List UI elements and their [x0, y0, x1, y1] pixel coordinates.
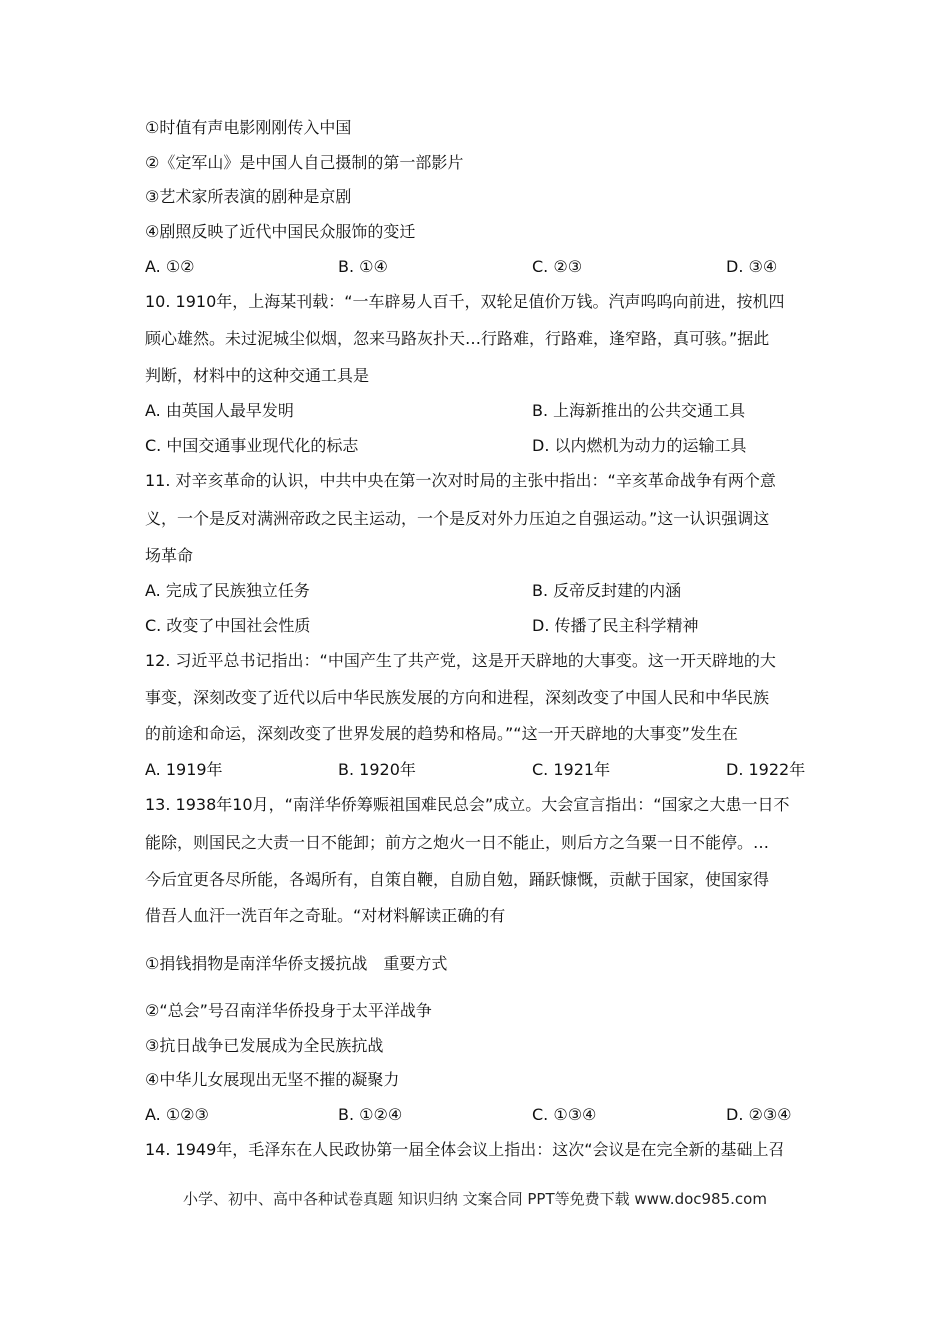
q12-option-d: D. 1922年: [726, 760, 806, 779]
q11-option-b: B. 反帝反封建的内涵: [532, 581, 682, 600]
q9-option-a: A. ①②: [145, 257, 195, 276]
q13-item-2: ②“总会”号召南洋华侨投身于太平洋战争: [145, 1001, 432, 1020]
q13-item-4: ④中华儿女展现出无坚不摧的凝聚力: [145, 1070, 400, 1089]
q9-option-c: C. ②③: [532, 257, 583, 276]
q13-stem-line-3: 今后宜更各尽所能，各竭所有，自策自鞭，自励自勉，踊跃慷慨，贡献于国家，使国家得: [145, 870, 770, 889]
q12-stem-line-2: 事变，深刻改变了近代以后中华民族发展的方向和进程，深刻改变了中国人民和中华民族: [145, 688, 770, 707]
q11-stem-line-3: 场革命: [145, 546, 194, 565]
q10-stem-line-2: 顾心雄然。未过泥城尘似烟，忽来马路灰扑天…行路难，行路难，逢窄路，真可骇。”据此: [145, 329, 770, 348]
q12-option-a: A. 1919年: [145, 760, 223, 779]
q10-stem-line-1: 10. 1910年，上海某刊载：“一车辟易人百千，双轮足值价万钱。汽声呜呜向前进，按机四: [145, 292, 785, 311]
q11-stem-line-2: 义，一个是反对满洲帝政之民主运动，一个是反对外力压迫之自强运动。”这一认识强调这: [145, 509, 770, 528]
page-footer: 小学、初中、高中各种试卷真题 知识归纳 文案合同 PPT等免费下载 www.doc985.com: [183, 1190, 767, 1208]
q13-item-1: ①捐钱捐物是南洋华侨支援抗战 重要方式: [145, 954, 448, 973]
q9-option-d: D. ③④: [726, 257, 778, 276]
q10-option-d: D. 以内燃机为动力的运输工具: [532, 436, 747, 455]
q13-stem-line-1: 13. 1938年10月，“南洋华侨筹赈祖国难民总会”成立。大会宣言指出：“国家之大患一日不: [145, 795, 790, 814]
q9-option-b: B. ①④: [338, 257, 388, 276]
q10-stem-line-3: 判断，材料中的这种交通工具是: [145, 366, 370, 385]
q12-stem-line-1: 12. 习近平总书记指出：“中国产生了共产党，这是开天辟地的大事变。这一开天辟地的大: [145, 651, 776, 670]
q11-option-d: D. 传播了民主科学精神: [532, 616, 699, 635]
q14-stem-line-1: 14. 1949年，毛泽东在人民政协第一届全体会议上指出：这次“会议是在完全新的基础上召: [145, 1140, 785, 1159]
q13-option-d: D. ②③④: [726, 1105, 792, 1124]
q13-option-b: B. ①②④: [338, 1105, 403, 1124]
q13-option-a: A. ①②③: [145, 1105, 209, 1124]
q13-item-3: ③抗日战争已发展成为全民族抗战: [145, 1036, 384, 1055]
q10-option-c: C. 中国交通事业现代化的标志: [145, 436, 359, 455]
q9-item-4: ④剧照反映了近代中国民众服饰的变迁: [145, 222, 416, 241]
q9-item-3: ③艺术家所表演的剧种是京剧: [145, 187, 352, 206]
q10-option-a: A. 由英国人最早发明: [145, 401, 294, 420]
q12-stem-line-3: 的前途和命运，深刻改变了世界发展的趋势和格局。”“这一开天辟地的大事变”发生在: [145, 724, 738, 743]
q10-option-b: B. 上海新推出的公共交通工具: [532, 401, 746, 420]
q12-option-b: B. 1920年: [338, 760, 416, 779]
q9-item-2: ②《定军山》是中国人自己摄制的第一部影片: [145, 153, 464, 172]
q13-stem-line-2: 能除，则国民之大责一日不能卸；前方之炮火一日不能止，则后方之刍粟一日不能停。…: [145, 833, 770, 852]
q11-option-a: A. 完成了民族独立任务: [145, 581, 310, 600]
q13-option-c: C. ①③④: [532, 1105, 597, 1124]
q9-item-1: ①时值有声电影刚刚传入中国: [145, 118, 352, 137]
q13-stem-line-4: 借吾人血汗一洗百年之奇耻。“对材料解读正确的有: [145, 906, 506, 925]
q11-stem-line-1: 11. 对辛亥革命的认识，中共中央在第一次对时局的主张中指出：“辛亥革命战争有两个意: [145, 471, 776, 490]
q12-option-c: C. 1921年: [532, 760, 611, 779]
q11-option-c: C. 改变了中国社会性质: [145, 616, 311, 635]
